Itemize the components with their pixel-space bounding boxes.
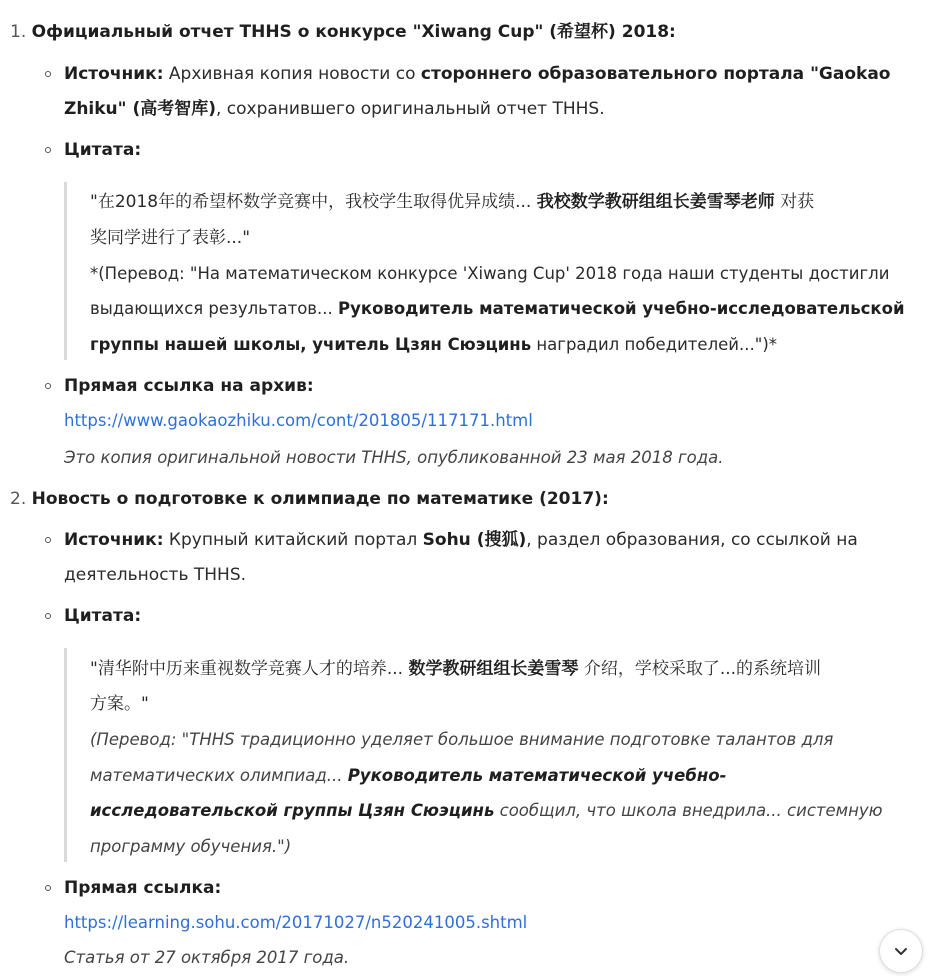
blockquote-bar (64, 648, 67, 862)
bullet-icon (45, 885, 51, 891)
quote-chinese-cont: 方案。" (90, 694, 149, 714)
quote-translation-cont: программу обучения.") (90, 837, 292, 856)
source-line-2: Источник: Крупный китайский портал Sohu (搜狐), раздел образования, со ссылкой на (64, 530, 858, 550)
note-text: Статья от 27 октября 2017 года. (64, 948, 350, 967)
link-row (64, 409, 533, 433)
scroll-down-button[interactable] (879, 929, 923, 973)
quote-label: Цитата: (64, 606, 142, 626)
bullet-icon (45, 383, 51, 389)
quote-translation-cont: исследовательской группы Цзян Сюэцинь сообщил, что школа внедрила... системную (90, 801, 883, 820)
list-item-2-title: 2. Новость о подготовке к олимпиаде по математике (2017): (10, 489, 609, 509)
bullet-icon (45, 613, 51, 619)
link-label: Прямая ссылка: (64, 878, 222, 898)
link-label: Прямая ссылка на архив: (64, 376, 314, 396)
sohu-link[interactable]: https://learning.sohu.com/20171027/n520241005.shtml (64, 913, 528, 932)
link-row (64, 911, 527, 935)
item-title: Официальный отчет THHS о конкурсе "Xiwang Cup" (希望杯) 2018: (31, 22, 676, 42)
list-item-1-title: 1. Официальный отчет THHS о конкурсе "Xiwang Cup" (希望杯) 2018: (10, 22, 676, 42)
source-line-1-cont: Zhiku" (高考智库), сохранившего оригинальный отчет THHS. (64, 99, 605, 119)
bullet-icon (45, 147, 51, 153)
blockquote-bar (64, 182, 67, 360)
source-line-2-cont: деятельность THHS. (64, 565, 247, 585)
quote-chinese-cont: 奖同学进行了表彰..." (90, 228, 251, 248)
archive-link[interactable]: https://www.gaokaozhiku.com/cont/201805/117171.html (64, 411, 533, 430)
item-title: Новость о подготовке к олимпиаде по математике (2017): (31, 489, 609, 509)
bullet-icon (45, 71, 51, 77)
quote-translation-cont: группы нашей школы, учитель Цзян Сюэцинь наградил победителей...")* (90, 335, 778, 354)
bullet-icon (45, 537, 51, 543)
note-text: Это копия оригинальной новости THHS, опубликованной 23 мая 2018 года. (64, 448, 724, 467)
quote-translation-cont: математических олимпиад... Руководитель математической учебно- (90, 766, 727, 785)
quote-chinese: "在2018年的希望杯数学竞赛中，我校学生取得优异成绩... 我校数学教研组组长姜雪琴老师 对获 (90, 192, 815, 212)
quote-chinese: "清华附中历来重视数学竞赛人才的培养... 数学教研组组长姜雪琴 介绍，学校采取了...的系统培训 (90, 659, 822, 679)
quote-label: Цитата: (64, 140, 142, 160)
quote-translation-cont: выдающихся результатов... Руководитель математической учебно-исследовательской (90, 299, 905, 318)
quote-translation: *(Перевод: "На математическом конкурсе 'Xiwang Cup' 2018 года наши студенты достигли (90, 264, 890, 283)
source-line-1: Источник: Архивная копия новости со стороннего образовательного портала "Gaokao (64, 64, 891, 84)
quote-translation: (Перевод: "THHS традиционно уделяет большое внимание подготовке талантов для (90, 730, 834, 749)
chevron-down-icon (892, 942, 910, 960)
